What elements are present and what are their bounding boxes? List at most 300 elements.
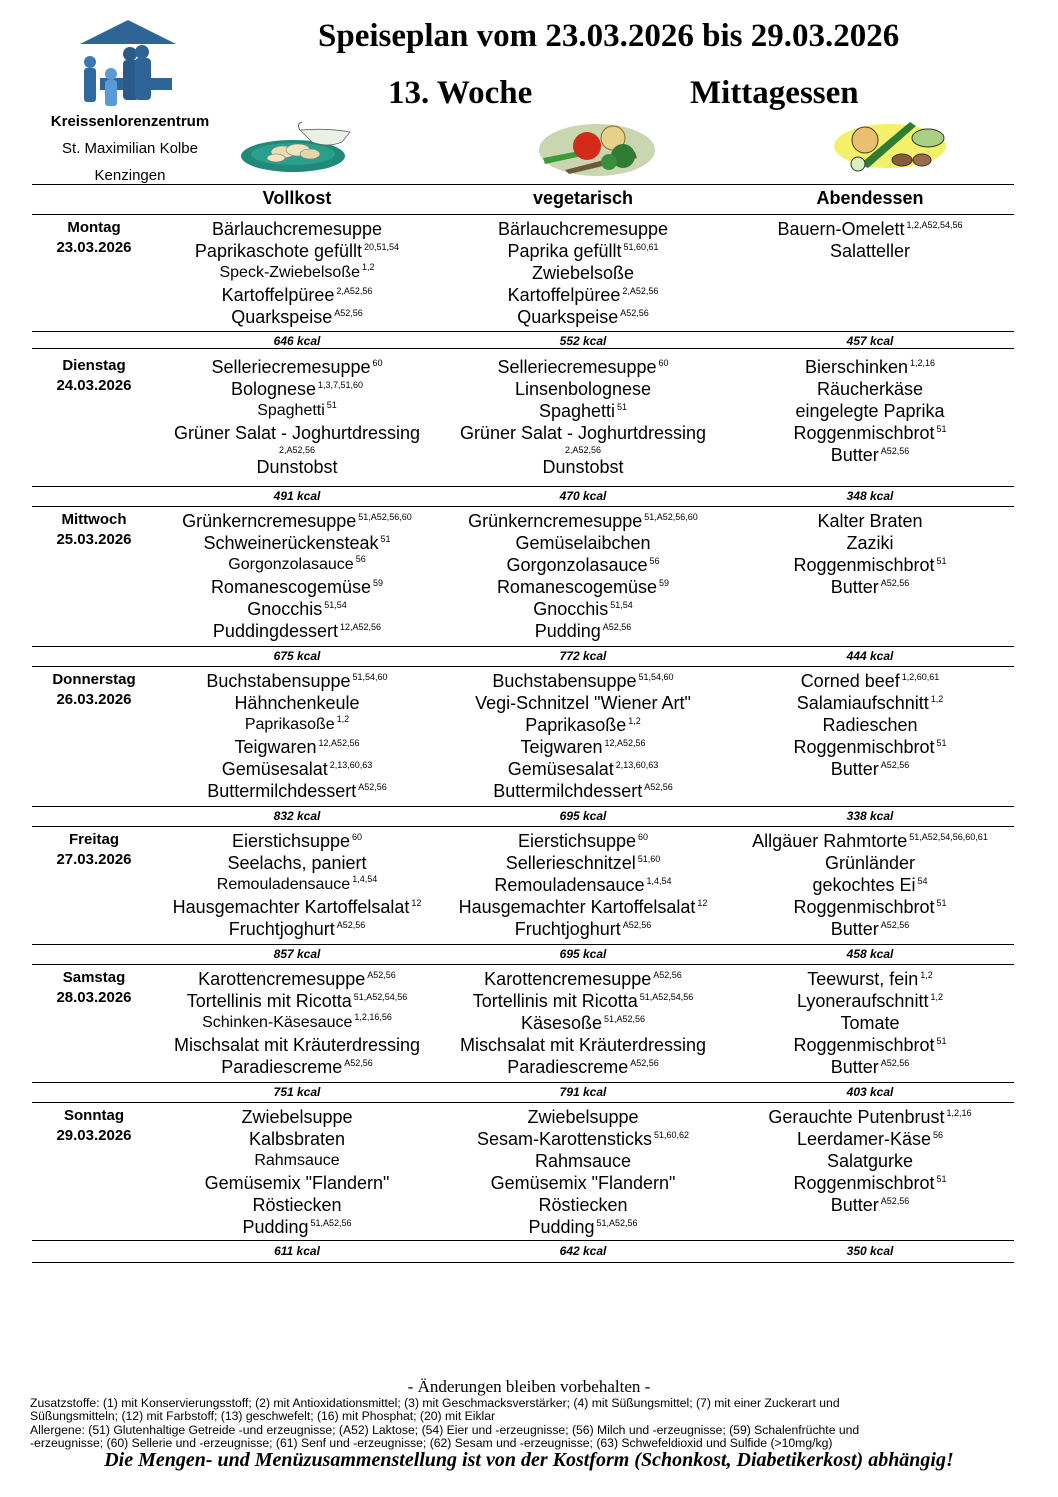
menu-item: [728, 554, 1012, 576]
allergen-codes: 59: [373, 578, 384, 588]
dish-name: Räucherkäse: [816, 379, 924, 399]
dish-name: Käsesoße: [520, 1013, 602, 1033]
kcal-value: 695 kcal: [559, 809, 607, 823]
menu-item: [728, 1150, 1012, 1172]
allergen-codes: 12,A52,56: [604, 738, 646, 748]
allergen-codes: 1,4,54: [352, 874, 378, 884]
day-date: 27.03.2026: [56, 851, 132, 868]
dish-name: Teigwaren: [520, 737, 603, 757]
menu-item: [442, 422, 724, 444]
divider: [32, 506, 1014, 507]
page-title: Speiseplan vom 23.03.2026 bis 29.03.2026: [318, 18, 900, 54]
menu-item: [442, 576, 724, 598]
dish-name: Roggenmischbrot: [793, 1035, 935, 1055]
dish-name: Karottencremesuppe: [198, 969, 366, 989]
menu-cell-abendessen: [728, 830, 1012, 940]
menu-item: [728, 1128, 1012, 1150]
menu-item: [728, 356, 1012, 378]
allergen-codes: 51,A52,54,56,60,61: [909, 832, 988, 842]
menu-item: [442, 1106, 724, 1128]
day-date: 28.03.2026: [56, 989, 132, 1006]
dish-name: Pudding: [534, 621, 601, 641]
menu-item: [442, 1128, 724, 1150]
allergen-codes: 51: [936, 424, 947, 434]
menu-cell-vollkost: [156, 356, 438, 478]
menu-cell-vollkost: [156, 670, 438, 802]
dish-name: Butter: [830, 759, 879, 779]
allergen-codes: 1,2,60,61: [901, 672, 940, 682]
menu-item: [728, 968, 1012, 990]
allergen-codes: 60: [372, 358, 383, 368]
day-date: 24.03.2026: [56, 377, 132, 394]
allergen-codes: 51,54: [324, 600, 347, 610]
menu-cell-abendessen: [728, 1106, 1012, 1216]
menu-cell-abendessen: [728, 670, 1012, 780]
allergen-codes: 12: [697, 898, 708, 908]
dish-name: Karottencremesuppe: [484, 969, 652, 989]
allergen-codes: 54: [917, 876, 928, 886]
divider: [32, 944, 1014, 945]
dish-name: Remouladensauce: [494, 875, 645, 895]
dish-name: Allgäuer Rahmtorte: [752, 831, 908, 851]
menu-item: [156, 422, 438, 444]
menu-item: [728, 240, 1012, 262]
dish-name: Buchstabensuppe: [206, 671, 351, 691]
day-date: 29.03.2026: [56, 1127, 132, 1144]
dish-name: Bauern-Omelett: [777, 219, 905, 239]
menu-item: [728, 422, 1012, 444]
menu-item: [156, 262, 438, 284]
dish-name: Kartoffelpüree: [507, 285, 621, 305]
divider: [32, 184, 1014, 185]
menu-item: [156, 598, 438, 620]
menu-item: [442, 1194, 724, 1216]
allergen-codes: A52,56: [880, 760, 910, 770]
menu-item: [442, 918, 724, 940]
dish-name: Dunstobst: [256, 457, 338, 477]
column-header-abendessen: Abendessen: [816, 188, 924, 208]
dish-name: Bolognese: [230, 379, 317, 399]
menu-item: [442, 510, 724, 532]
column-header-vegetarisch: vegetarisch: [532, 188, 634, 208]
dish-name: Gerauchte Putenbrust: [768, 1107, 945, 1127]
day-label: [32, 830, 156, 870]
dish-name: Romanescogemüse: [210, 577, 372, 597]
menu-item: [442, 874, 724, 896]
dish-name: Bierschinken: [804, 357, 909, 377]
menu-item: [442, 456, 724, 478]
menu-item: [156, 714, 438, 736]
dish-name: Röstiecken: [252, 1195, 342, 1215]
dish-name: Butter: [830, 1195, 879, 1215]
dish-name: Tortellinis mit Ricotta: [186, 991, 352, 1011]
menu-item: [442, 852, 724, 874]
divider: [32, 1262, 1014, 1263]
menu-item: [156, 306, 438, 328]
menu-item: [156, 1150, 438, 1172]
dish-name: Paradiescreme: [221, 1057, 343, 1077]
additives-legend-line-1: Zusatzstoffe: (1) mit Konservierungsstoff; (2) mit Antioxidationsmittel; (3) mit Geschmacksverstärker; (4) mit Süßungsmittel; (7) mit einer Zuckerart und: [30, 1396, 840, 1410]
day-date: 25.03.2026: [56, 531, 132, 548]
dish-name: Pudding: [242, 1217, 309, 1237]
menu-item: [442, 692, 724, 714]
menu-item: [156, 1012, 438, 1034]
menu-cell-vegetarisch: [442, 356, 724, 478]
menu-item: [156, 554, 438, 576]
dish-name: Kalter Braten: [817, 511, 923, 531]
dish-name: Roggenmischbrot: [793, 555, 935, 575]
day-label: [32, 670, 156, 710]
allergen-codes: A52,56: [880, 446, 910, 456]
menu-cell-vegetarisch: [442, 1106, 724, 1238]
dish-name: Selleriecremesuppe: [497, 357, 657, 377]
menu-item: [156, 1216, 438, 1238]
dish-name: Roggenmischbrot: [793, 737, 935, 757]
day-name: Sonntag: [64, 1107, 124, 1124]
allergen-codes: 1,2: [336, 714, 350, 724]
menu-item: [728, 1172, 1012, 1194]
menu-item: [728, 852, 1012, 874]
menu-item: [156, 284, 438, 306]
dish-name: Puddingdessert: [212, 621, 339, 641]
kcal-value: 646 kcal: [273, 334, 321, 348]
menu-item: [442, 1216, 724, 1238]
changes-note: - Änderungen bleiben vorbehalten -: [407, 1377, 651, 1396]
plate-dumplings-icon: [238, 118, 363, 173]
dish-name: Quarkspeise: [517, 307, 619, 327]
allergen-codes: 51,54,60: [638, 672, 674, 682]
day-name: Freitag: [68, 831, 119, 848]
dish-name: Paprika gefüllt: [507, 241, 622, 261]
menu-item: [156, 852, 438, 874]
org-name: Kreissenlorenzentrum: [50, 113, 210, 130]
meal-label: Mittagessen: [690, 75, 859, 111]
day-date: 26.03.2026: [56, 691, 132, 708]
menu-item: [728, 1012, 1012, 1034]
divider: [32, 486, 1014, 487]
menu-item: [442, 284, 724, 306]
menu-item: [442, 830, 724, 852]
allergen-codes: A52,56: [344, 1058, 373, 1068]
allergen-codes: A52,56: [620, 308, 649, 318]
menu-item: [728, 736, 1012, 758]
menu-item: [156, 1106, 438, 1128]
allergen-codes: A52,56: [880, 920, 910, 930]
menu-item: [442, 554, 724, 576]
allergen-codes: A52,56: [644, 782, 673, 792]
dish-name: Sesam-Karottensticks: [476, 1129, 652, 1149]
kcal-value: 338 kcal: [846, 809, 894, 823]
dish-name: Tomate: [840, 1013, 900, 1033]
dish-name: Fruchtjoghurt: [228, 919, 335, 939]
dish-name: Tortellinis mit Ricotta: [472, 991, 638, 1011]
menu-item: [728, 990, 1012, 1012]
dish-name: Gemüsemix "Flandern": [490, 1173, 676, 1193]
menu-item: [442, 598, 724, 620]
dish-name: Zwiebelsoße: [531, 263, 635, 283]
dish-name: Grüner Salat - Joghurtdressing: [173, 423, 421, 443]
menu-item: [728, 1106, 1012, 1128]
dish-name: Linsenbolognese: [514, 379, 652, 399]
allergen-codes: 20,51,54: [364, 242, 400, 252]
allergen-codes: A52,56: [334, 308, 363, 318]
allergen-codes: 51: [936, 1174, 947, 1184]
menu-cell-abendessen: [728, 510, 1012, 598]
allergen-codes: 60: [658, 358, 669, 368]
dish-name: Dunstobst: [542, 457, 624, 477]
allergen-codes: 51,A52,56: [310, 1218, 352, 1228]
allergen-codes: 1,2,16: [910, 358, 936, 368]
dish-name: Zwiebelsuppe: [527, 1107, 639, 1127]
menu-item: [728, 378, 1012, 400]
menu-cell-abendessen: [728, 218, 1012, 262]
menu-item: [728, 714, 1012, 736]
dish-name: Romanescogemüse: [496, 577, 658, 597]
menu-cell-vegetarisch: [442, 670, 724, 802]
dish-name: Seelachs, paniert: [227, 853, 367, 873]
dish-name: Butter: [830, 919, 879, 939]
day-label: [32, 356, 156, 396]
menu-item: [728, 670, 1012, 692]
dish-name: Buttermilchdessert: [493, 781, 643, 801]
dish-name: Roggenmischbrot: [793, 897, 935, 917]
dish-name: Selleriecremesuppe: [211, 357, 371, 377]
dish-name: Paprikasoße: [525, 715, 627, 735]
menu-item: [156, 1194, 438, 1216]
allergen-codes: A52,56: [880, 1196, 910, 1206]
dish-name: Bärlauchcremesuppe: [211, 219, 383, 239]
dish-name: Grüner Salat - Joghurtdressing: [459, 423, 707, 443]
dish-name: Eierstichsuppe: [231, 831, 351, 851]
menu-cell-abendessen: [728, 968, 1012, 1078]
vegetables-icon: [535, 118, 660, 180]
allergen-codes: 1,2: [628, 716, 641, 726]
menu-item: [156, 990, 438, 1012]
dish-name: Teigwaren: [234, 737, 317, 757]
dish-name: Gemüselaibchen: [515, 533, 651, 553]
menu-item: [156, 896, 438, 918]
menu-item: [442, 240, 724, 262]
menu-item: [156, 576, 438, 598]
dish-name: Rahmsauce: [254, 1152, 340, 1169]
kcal-value: 832 kcal: [273, 809, 321, 823]
day-name: Montag: [67, 219, 121, 236]
menu-item: [442, 736, 724, 758]
dish-name: Teewurst, fein: [807, 969, 919, 989]
allergen-codes: 1,2,A52,54,56: [906, 220, 963, 230]
menu-item: [156, 532, 438, 554]
menu-item: [728, 576, 1012, 598]
allergen-codes: 1,2: [920, 970, 933, 980]
menu-item: [442, 714, 724, 736]
menu-item: [442, 218, 724, 240]
menu-item: [442, 780, 724, 802]
org-subname: St. Maximilian Kolbe: [62, 140, 198, 157]
kcal-value: 791 kcal: [559, 1085, 607, 1099]
menu-item: [442, 1012, 724, 1034]
allergen-codes: 2,A52,56: [278, 445, 316, 455]
menu-item: [156, 670, 438, 692]
menu-item: [156, 830, 438, 852]
menu-item: [728, 758, 1012, 780]
allergen-codes: 56: [355, 554, 366, 564]
kcal-value: 857 kcal: [273, 947, 321, 961]
day-name: Donnerstag: [52, 671, 136, 688]
menu-cell-vollkost: [156, 1106, 438, 1238]
menu-item: [156, 1034, 438, 1056]
dish-name: Schweinerückensteak: [203, 533, 379, 553]
kcal-value: 772 kcal: [559, 649, 607, 663]
dish-name: Kartoffelpüree: [221, 285, 335, 305]
dish-name: Gemüsesalat: [221, 759, 328, 779]
menu-cell-vollkost: [156, 830, 438, 940]
day-date: 23.03.2026: [56, 239, 132, 256]
dish-name: Bärlauchcremesuppe: [497, 219, 669, 239]
allergen-codes: 51: [936, 1036, 947, 1046]
menu-item: [442, 356, 724, 378]
allergen-codes: 2,A52,56: [336, 286, 373, 296]
menu-item: [728, 510, 1012, 532]
menu-cell-vegetarisch: [442, 830, 724, 940]
dish-name: Hähnchenkeule: [234, 693, 360, 713]
allergen-codes: 60: [352, 832, 363, 842]
divider: [32, 646, 1014, 647]
dish-name: Buttermilchdessert: [207, 781, 357, 801]
dish-name: Mischsalat mit Kräuterdressing: [173, 1035, 421, 1055]
menu-item: [442, 1150, 724, 1172]
dish-name: Salatgurke: [826, 1151, 914, 1171]
dish-name: Buchstabensuppe: [492, 671, 637, 691]
dish-name: Pudding: [528, 1217, 595, 1237]
menu-item: [728, 1056, 1012, 1078]
menu-item: [728, 1034, 1012, 1056]
dish-name: Hausgemachter Kartoffelsalat: [172, 897, 410, 917]
day-label: [32, 1106, 156, 1146]
dish-name: Grünkerncremesuppe: [468, 511, 643, 531]
kcal-value: 552 kcal: [559, 334, 607, 348]
dish-name: Butter: [830, 445, 879, 465]
allergens-legend-line-1: Allergene: (51) Glutenhaltige Getreide -und erzeugnisse; (A52) Laktose; (54) Eier und -erzeugnisse; (56) Milch und -erzeugnisse; (59) Schalenfrüchte und: [30, 1423, 860, 1437]
allergen-codes: A52,56: [880, 578, 910, 588]
menu-item: [156, 510, 438, 532]
dish-name: Salatteller: [829, 241, 911, 261]
dish-name: Remouladensauce: [216, 876, 351, 893]
menu-cell-vegetarisch: [442, 218, 724, 328]
divider: [32, 1082, 1014, 1083]
menu-cell-vollkost: [156, 968, 438, 1078]
dish-name: Salamiaufschnitt: [796, 693, 929, 713]
allergen-codes: 51: [617, 402, 628, 412]
allergen-codes: 51,A52,54,56: [639, 992, 694, 1002]
allergen-codes: 51,A52,56: [596, 1218, 638, 1228]
additives-legend-line-2: Süßungsmitteln; (12) mit Farbstoff; (13) geschwefelt; (16) mit Phosphat; (20) mit Eiklar: [30, 1409, 496, 1423]
menu-item: [156, 620, 438, 642]
dish-name: Gnocchis: [533, 599, 609, 619]
dish-name: Quarkspeise: [231, 307, 333, 327]
dish-name: Kalbsbraten: [248, 1129, 346, 1149]
divider: [32, 806, 1014, 807]
dish-name: Gorgonzolasauce: [228, 556, 354, 573]
menu-item: [156, 1128, 438, 1150]
dish-name: Grünkerncremesuppe: [182, 511, 357, 531]
menu-item: [442, 990, 724, 1012]
menu-item: [442, 532, 724, 554]
allergen-codes: A52,56: [367, 970, 396, 980]
menu-item: [156, 1056, 438, 1078]
divider: [32, 1240, 1014, 1241]
dish-name: Gemüsemix "Flandern": [204, 1173, 390, 1193]
allergen-codes: 51,54,60: [352, 672, 388, 682]
dish-name: gekochtes Ei: [812, 875, 916, 895]
menu-item: [156, 240, 438, 262]
menu-item: [156, 456, 438, 478]
menu-item: [728, 1194, 1012, 1216]
menu-item: [728, 218, 1012, 240]
allergens-legend-line-2: -erzeugnisse; (60) Sellerie und -erzeugnisse; (61) Senf und -erzeugnisse; (62) Sesam und -erzeugnisse; (63) Schwefeldioxid und Sulfide (>10mg/kg): [30, 1436, 833, 1450]
dish-name: Spaghetti: [257, 402, 325, 419]
menu-item: [442, 968, 724, 990]
allergen-codes: 51,A52,56: [604, 1014, 646, 1024]
divider: [32, 331, 1014, 332]
dish-name: Lyoneraufschnitt: [797, 991, 929, 1011]
day-name: Dienstag: [62, 357, 126, 374]
day-label: [32, 218, 156, 258]
week-label: 13. Woche: [388, 75, 533, 111]
dish-name: Paprikasoße: [244, 716, 335, 733]
allergen-codes: 12,A52,56: [340, 622, 382, 632]
dish-name: Roggenmischbrot: [793, 423, 935, 443]
allergen-codes: 12,A52,56: [318, 738, 360, 748]
kcal-value: 611 kcal: [274, 1244, 320, 1258]
dish-name: Butter: [830, 1057, 879, 1077]
kcal-value: 695 kcal: [559, 947, 607, 961]
dish-name: Leerdamer-Käse: [796, 1129, 932, 1149]
dish-name: Eierstichsuppe: [517, 831, 637, 851]
dish-name: Mischsalat mit Kräuterdressing: [459, 1035, 707, 1055]
allergen-codes: 2,A52,56: [622, 286, 659, 296]
dish-name: Paprikaschote gefüllt: [194, 241, 363, 261]
allergen-codes: 1,2,16: [946, 1108, 972, 1118]
day-name: Samstag: [62, 969, 126, 986]
org-location: Kenzingen: [94, 167, 166, 184]
allergen-codes: 51,A52,56,60: [644, 512, 698, 522]
menu-item: [156, 968, 438, 990]
dish-name: Corned beef: [800, 671, 900, 691]
dish-name: Speck-Zwiebelsoße: [219, 264, 360, 281]
divider: [32, 214, 1014, 215]
diet-note: Die Mengen- und Menüzusammenstellung ist von der Kostform (Schonkost, Diabetikerkost) abhängig!: [104, 1449, 954, 1471]
menu-cell-vollkost: [156, 510, 438, 642]
allergen-codes: 51: [936, 738, 947, 748]
menu-item: [156, 736, 438, 758]
allergen-codes: 51,60,62: [654, 1130, 690, 1140]
dish-name: Hausgemachter Kartoffelsalat: [458, 897, 696, 917]
allergen-codes: A52,56: [336, 920, 366, 930]
menu-item: [156, 378, 438, 400]
menu-item: [442, 1172, 724, 1194]
allergen-codes: 1,2: [930, 694, 944, 704]
allergen-codes: A52,56: [602, 622, 632, 632]
dish-name: Vegi-Schnitzel "Wiener Art": [475, 693, 691, 713]
dish-name: Sellerieschnitzel: [505, 853, 636, 873]
menu-cell-vegetarisch: [442, 968, 724, 1078]
allergen-codes: 1,4,54: [646, 876, 672, 886]
kcal-value: 675 kcal: [273, 649, 321, 663]
day-name: Mittwoch: [61, 511, 127, 528]
menu-item: [442, 896, 724, 918]
dish-name: Paradiescreme: [507, 1057, 629, 1077]
allergen-codes: 56: [933, 1130, 944, 1140]
